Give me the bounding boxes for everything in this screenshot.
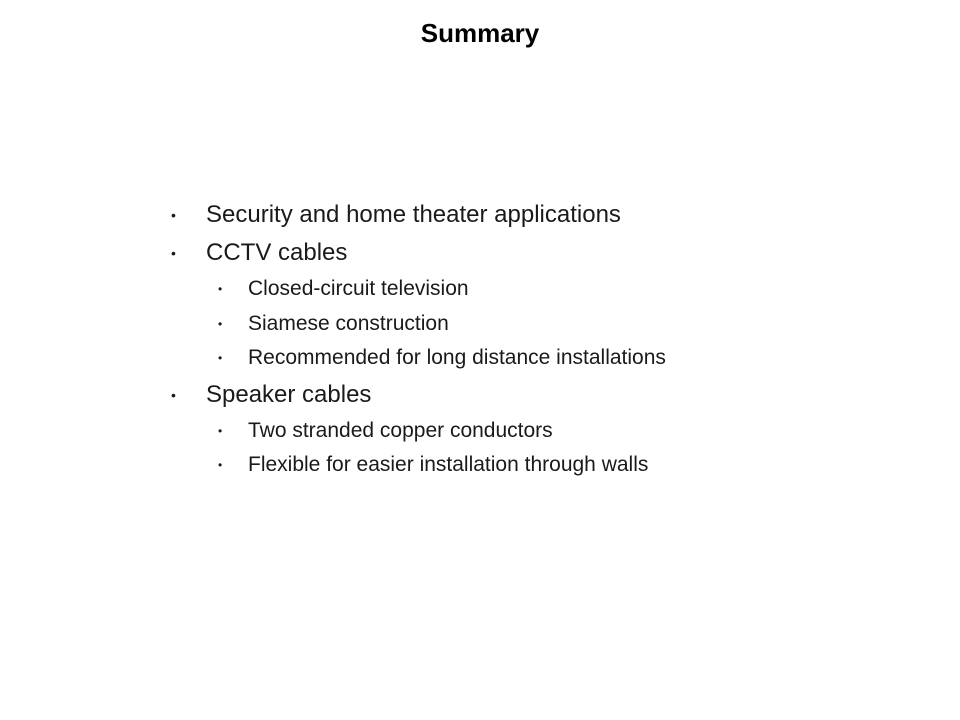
bullet-list bbox=[168, 196, 868, 483]
bullet-text: Security and home theater applications bbox=[206, 201, 621, 228]
bullet-dot-icon: • bbox=[171, 207, 176, 223]
bullet-item-level1 bbox=[168, 196, 868, 234]
bullet-text: Closed-circuit television bbox=[248, 277, 469, 300]
bullet-dot-icon: • bbox=[218, 351, 223, 365]
bullet-item-level2 bbox=[168, 341, 868, 376]
bullet-dot-icon: • bbox=[218, 282, 223, 296]
bullet-item-level1 bbox=[168, 376, 868, 414]
bullet-dot-icon: • bbox=[171, 386, 176, 403]
bullet-text: Flexible for easier installation through walls bbox=[248, 453, 649, 476]
bullet-text: CCTV cables bbox=[206, 239, 348, 266]
bullet-text: Siamese construction bbox=[248, 311, 449, 335]
bullet-item-level1 bbox=[168, 234, 868, 272]
bullet-item-level2 bbox=[168, 448, 868, 483]
slide-title: Summary bbox=[420, 18, 540, 48]
bullet-item-level2 bbox=[168, 272, 868, 307]
bullet-text: Two stranded copper conductors bbox=[248, 418, 553, 442]
bullet-dot-icon: • bbox=[218, 423, 223, 438]
bullet-dot-icon: • bbox=[218, 458, 223, 472]
bullet-text: Recommended for long distance installations bbox=[248, 346, 666, 369]
bullet-item-level2 bbox=[168, 307, 868, 342]
bullet-dot-icon: • bbox=[171, 245, 176, 261]
bullet-item-level2 bbox=[168, 414, 868, 449]
bullet-text: Speaker cables bbox=[206, 380, 372, 408]
bullet-dot-icon: • bbox=[218, 316, 223, 331]
